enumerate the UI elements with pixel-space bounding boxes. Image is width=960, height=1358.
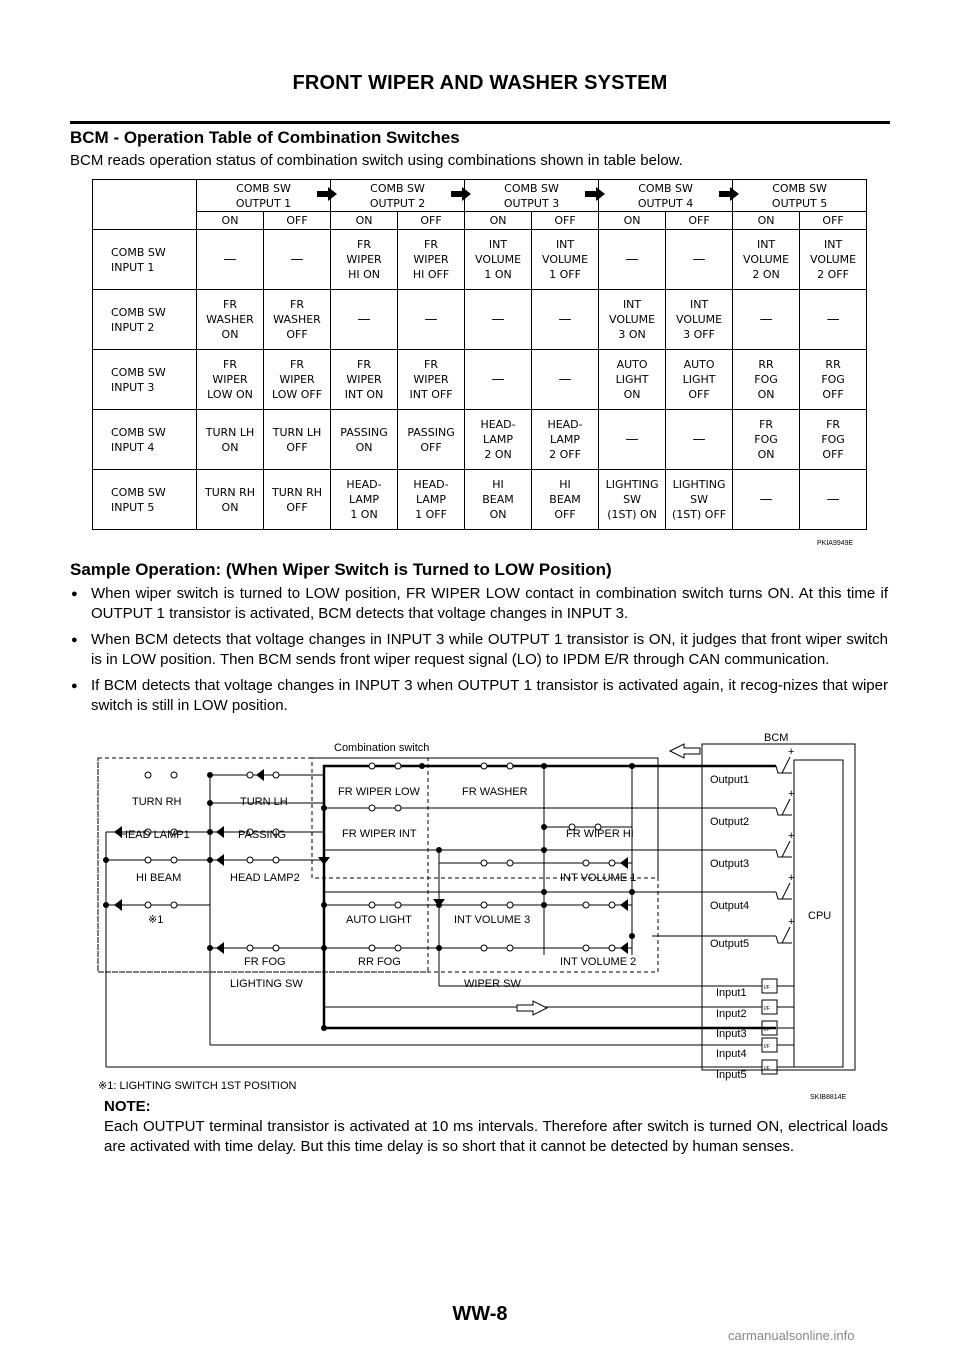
off-header: OFF xyxy=(800,212,867,230)
table-cell: — xyxy=(599,230,666,290)
off-header: OFF xyxy=(532,212,599,230)
table-cell: RR FOG ON xyxy=(733,350,800,410)
off-header: OFF xyxy=(398,212,465,230)
table-cell: FR WIPER INT ON xyxy=(331,350,398,410)
table-cell: — xyxy=(465,350,532,410)
page-number: WW-8 xyxy=(452,1303,508,1325)
output-header-label: COMB SW OUTPUT 1 xyxy=(235,181,292,210)
input-row-label: COMB SW INPUT 3 xyxy=(93,350,197,410)
table-cell: FR WIPER HI OFF xyxy=(398,230,465,290)
table-row xyxy=(93,350,867,410)
on-header: ON xyxy=(733,212,800,230)
cpu-label: CPU xyxy=(808,910,832,922)
head-lamp2-label: HEAD LAMP2 xyxy=(230,872,300,884)
off-header: OFF xyxy=(666,212,733,230)
int-volume-1-label: INT VOLUME 1 xyxy=(560,872,637,884)
table-cell: HI BEAM OFF xyxy=(532,470,599,530)
if-label: I/F xyxy=(764,985,770,991)
table-cell: FR WASHER ON xyxy=(197,290,264,350)
table-cell: — xyxy=(398,290,465,350)
turn-rh-label: TURN RH xyxy=(132,796,182,808)
output-header-label: COMB SW OUTPUT 5 xyxy=(771,181,828,210)
on-header: ON xyxy=(331,212,398,230)
table-cell: INT VOLUME 2 OFF xyxy=(800,230,867,290)
table-cell: — xyxy=(800,290,867,350)
table-cell: — xyxy=(800,470,867,530)
output-header xyxy=(733,180,867,212)
output-header-label: COMB SW OUTPUT 4 xyxy=(637,181,694,210)
table-cell: TURN RH OFF xyxy=(264,470,331,530)
output5-label: Output5 xyxy=(710,938,750,950)
right-arrow-icon xyxy=(719,187,739,205)
table-row xyxy=(93,290,867,350)
intro-text: BCM reads operation status of combination switch using combinations shown in table below. xyxy=(70,152,683,169)
input-row-label: COMB SW INPUT 2 xyxy=(93,290,197,350)
table-cell: PASSING ON xyxy=(331,410,398,470)
table-row xyxy=(93,470,867,530)
fr-wiper-hi-label: FR WIPER HI xyxy=(566,828,634,840)
combination-switch-label: Combination switch xyxy=(334,742,430,754)
table-cell: — xyxy=(532,350,599,410)
table-cell: RR FOG OFF xyxy=(800,350,867,410)
if-label: I/F xyxy=(764,1027,770,1033)
table-cell: HI BEAM ON xyxy=(465,470,532,530)
table-cell: HEAD- LAMP 2 OFF xyxy=(532,410,599,470)
note-label: NOTE: xyxy=(104,1098,151,1115)
table-cell: — xyxy=(197,230,264,290)
page-title: FRONT WIPER AND WASHER SYSTEM xyxy=(292,72,668,94)
title-rule xyxy=(70,121,890,124)
table-row xyxy=(93,410,867,470)
hi-beam-label: HI BEAM xyxy=(136,872,182,884)
on-header: ON xyxy=(465,212,532,230)
table-cell: INT VOLUME 1 OFF xyxy=(532,230,599,290)
int-volume-3-label: INT VOLUME 3 xyxy=(454,914,531,926)
operation-table xyxy=(92,179,867,530)
output-header-label: COMB SW OUTPUT 3 xyxy=(503,181,560,210)
output-header xyxy=(599,180,733,212)
section-heading: BCM - Operation Table of Combination Switches xyxy=(70,128,460,147)
table-cell: LIGHTING SW (1ST) ON xyxy=(599,470,666,530)
table-cell: FR WASHER OFF xyxy=(264,290,331,350)
input2-label: Input2 xyxy=(716,1008,747,1020)
sample-heading: Sample Operation: (When Wiper Switch is Turned to LOW Position) xyxy=(70,560,612,579)
bullet-item: ● If BCM detects that voltage changes in INPUT 3 when OUTPUT 1 transistor is activated again, it recog-nizes that wiper switch is still in LOW position. xyxy=(70,676,888,716)
table-cell: — xyxy=(666,410,733,470)
fr-wiper-int-label: FR WIPER INT xyxy=(342,828,417,840)
table-cell: FR WIPER LOW OFF xyxy=(264,350,331,410)
table-cell: INT VOLUME 1 ON xyxy=(465,230,532,290)
table-cell: — xyxy=(532,290,599,350)
output-header xyxy=(465,180,599,212)
table-cell: TURN RH ON xyxy=(197,470,264,530)
table-cell: TURN LH ON xyxy=(197,410,264,470)
input-row-label: COMB SW INPUT 4 xyxy=(93,410,197,470)
bullet-item: ● When wiper switch is turned to LOW position, FR WIPER LOW contact in combination switch turns ON. At this time if OUTPUT 1 transistor is activated, BCM detects that voltage changes in INPUT 3. xyxy=(70,584,888,624)
input1-label: Input1 xyxy=(716,987,747,999)
plus-sign: + xyxy=(788,830,795,842)
table-cell: AUTO LIGHT ON xyxy=(599,350,666,410)
operation-table-figure xyxy=(92,179,866,529)
table-cell: FR FOG ON xyxy=(733,410,800,470)
table-cell: — xyxy=(733,470,800,530)
wiper-sw-label: WIPER SW xyxy=(464,978,521,990)
star1-label: ※1 xyxy=(148,914,164,926)
right-arrow-icon xyxy=(585,187,605,205)
fr-wiper-low-label: FR WIPER LOW xyxy=(338,786,420,798)
table-cell: — xyxy=(465,290,532,350)
table-cell: FR FOG OFF xyxy=(800,410,867,470)
plus-sign: + xyxy=(788,746,795,758)
int-volume-2-label: INT VOLUME 2 xyxy=(560,956,637,968)
output2-label: Output2 xyxy=(710,816,750,828)
input-row-label: COMB SW INPUT 5 xyxy=(93,470,197,530)
output-header xyxy=(197,180,331,212)
output3-label: Output3 xyxy=(710,858,750,870)
plus-sign: + xyxy=(788,872,795,884)
input4-label: Input4 xyxy=(716,1048,747,1060)
passing-label: PASSING xyxy=(238,829,287,841)
table-cell: TURN LH OFF xyxy=(264,410,331,470)
output1-label: Output1 xyxy=(710,774,750,786)
auto-light-label: AUTO LIGHT xyxy=(346,914,412,926)
table-cell: HEAD- LAMP 2 ON xyxy=(465,410,532,470)
table-figure-code: PKIA9949E xyxy=(817,540,854,547)
table-cell: — xyxy=(666,230,733,290)
table-cell: HEAD- LAMP 1 ON xyxy=(331,470,398,530)
table-cell: INT VOLUME 2 ON xyxy=(733,230,800,290)
watermark: carmanualsonline.info xyxy=(728,1328,855,1343)
table-cell: — xyxy=(733,290,800,350)
output-header xyxy=(331,180,465,212)
table-cell: — xyxy=(331,290,398,350)
fr-washer-label: FR WASHER xyxy=(462,786,528,798)
rr-fog-label: RR FOG xyxy=(358,956,401,968)
table-corner xyxy=(93,180,197,230)
table-cell: INT VOLUME 3 OFF xyxy=(666,290,733,350)
table-cell: INT VOLUME 3 ON xyxy=(599,290,666,350)
head-lamp1-label: HEAD LAMP1 xyxy=(120,829,190,841)
plus-sign: + xyxy=(788,916,795,928)
footnote-label: ※1: LIGHTING SWITCH 1ST POSITION xyxy=(98,1080,297,1092)
bcm-label: BCM xyxy=(764,732,789,744)
plus-sign: + xyxy=(788,788,795,800)
table-cell: — xyxy=(264,230,331,290)
on-header: ON xyxy=(197,212,264,230)
circuit-diagram xyxy=(92,727,866,1093)
table-row xyxy=(93,230,867,290)
table-cell: HEAD- LAMP 1 OFF xyxy=(398,470,465,530)
table-cell: — xyxy=(599,410,666,470)
off-header: OFF xyxy=(264,212,331,230)
table-cell: PASSING OFF xyxy=(398,410,465,470)
right-arrow-icon xyxy=(317,187,337,205)
bullet-item: ● When BCM detects that voltage changes in INPUT 3 while OUTPUT 1 transistor is ON, it judges that front wiper switch is in LOW position. Then BCM sends front wiper request signal (LO) to IPDM E/R through CAN communication. xyxy=(70,630,888,670)
input5-label: Input5 xyxy=(716,1069,747,1081)
output-header-label: COMB SW OUTPUT 2 xyxy=(369,181,426,210)
note-text: Each OUTPUT terminal transistor is activated at 10 ms intervals. Therefore after switch is turned ON, electrical loads are activated with time delay. But this time delay is so short that it cannot be detected by human senses. xyxy=(104,1118,888,1155)
table-cell: FR WIPER HI ON xyxy=(331,230,398,290)
input-row-label: COMB SW INPUT 1 xyxy=(93,230,197,290)
table-cell: AUTO LIGHT OFF xyxy=(666,350,733,410)
on-header: ON xyxy=(599,212,666,230)
table-cell: LIGHTING SW (1ST) OFF xyxy=(666,470,733,530)
lighting-sw-label: LIGHTING SW xyxy=(230,978,303,990)
output4-label: Output4 xyxy=(710,900,750,912)
table-cell: FR WIPER LOW ON xyxy=(197,350,264,410)
sample-bullets xyxy=(70,584,888,722)
diagram-figure-code: SKIB8814E xyxy=(810,1094,847,1101)
if-label: I/F xyxy=(764,1006,770,1012)
if-label: I/F xyxy=(764,1066,770,1072)
input3-label: Input3 xyxy=(716,1028,747,1040)
right-arrow-icon xyxy=(451,187,471,205)
table-cell: FR WIPER INT OFF xyxy=(398,350,465,410)
fr-fog-label: FR FOG xyxy=(244,956,286,968)
turn-lh-label: TURN LH xyxy=(240,796,288,808)
if-label: I/F xyxy=(764,1044,770,1050)
